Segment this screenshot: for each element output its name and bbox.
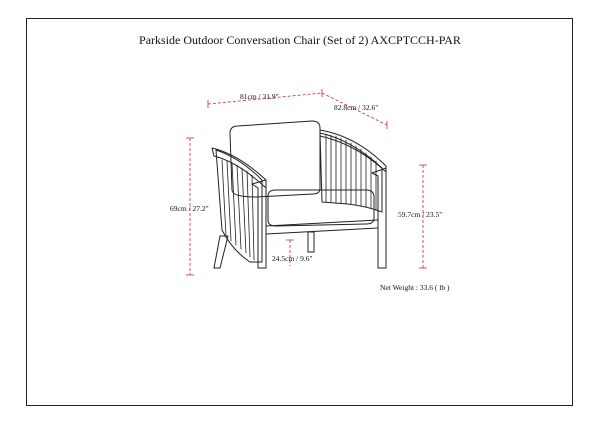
left-back-leg	[214, 236, 228, 268]
dimension-lines	[186, 89, 427, 275]
net-weight	[380, 283, 449, 292]
chair-illustration	[212, 121, 386, 268]
back-cushion	[230, 121, 320, 197]
width-label: 81cm / 31.9"	[240, 92, 279, 101]
height-label: 69cm / 27.2"	[170, 204, 209, 213]
leg-clearance-label: 24.5cm / 9.6"	[272, 254, 313, 263]
right-back-leg	[308, 232, 314, 252]
front-rail	[266, 220, 378, 234]
net-weight-label: Net Weight :	[380, 283, 419, 292]
seat-height-label: 59.7cm / 23.5"	[398, 210, 443, 219]
net-weight-value: 33.6 ( lb )	[419, 283, 450, 292]
left-weave-lines	[222, 160, 254, 260]
depth-label: 82.8cm / 32.6"	[334, 103, 379, 112]
page-title: Parkside Outdoor Conversation Chair (Set of 2) AXCPTCCH-PAR	[139, 33, 461, 47]
right-weave-lines	[326, 134, 376, 210]
